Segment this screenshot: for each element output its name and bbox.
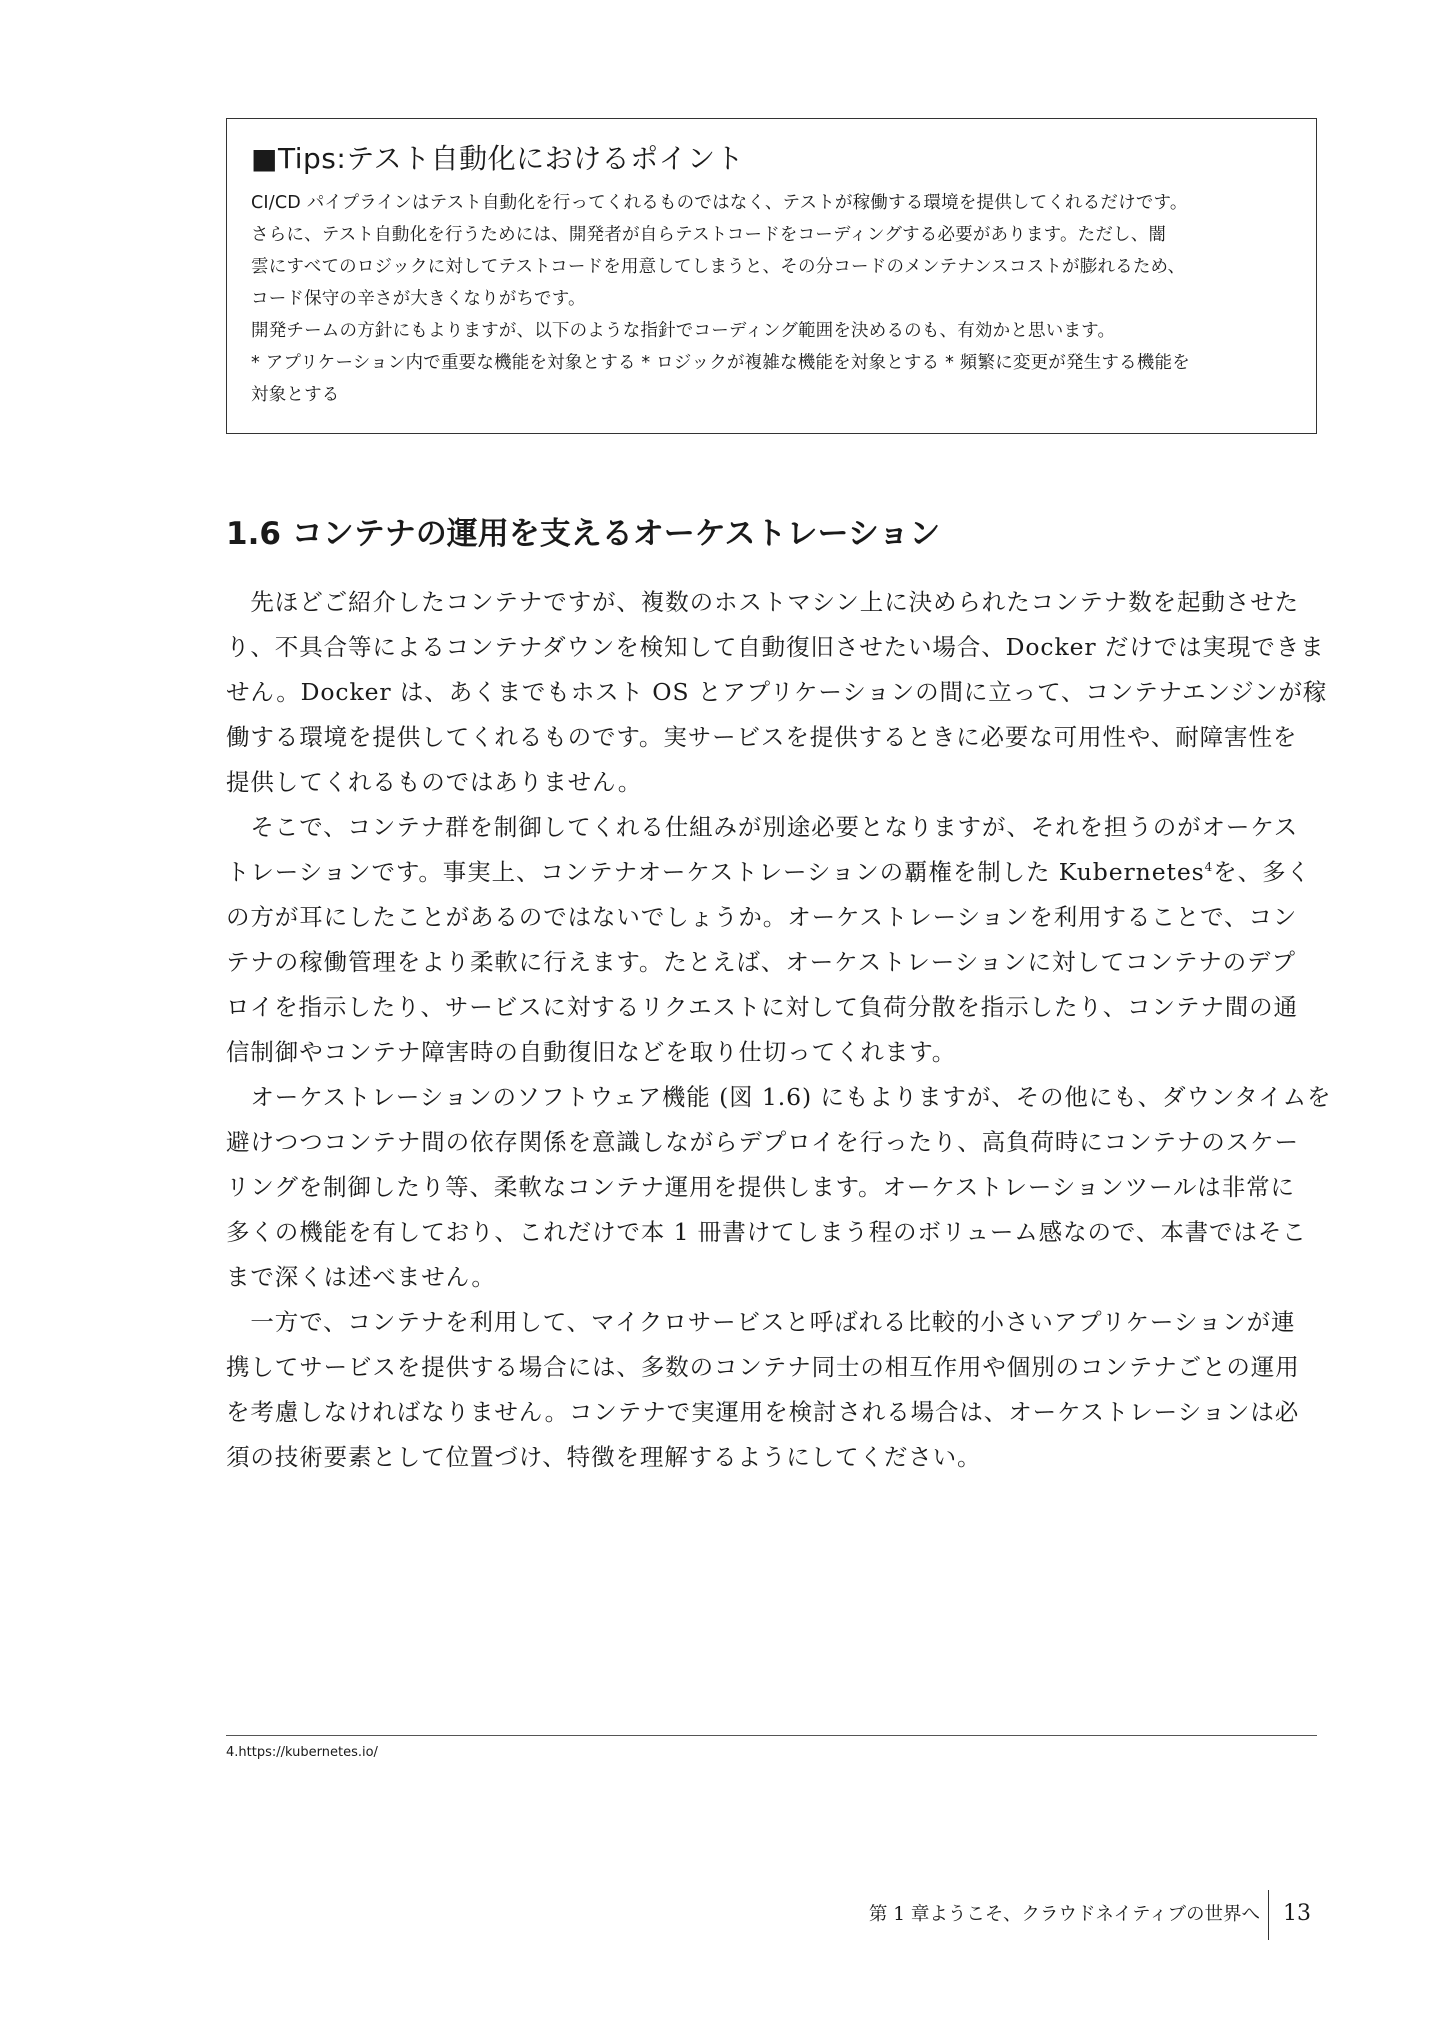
tips-line: * アプリケーション内で重要な機能を対象とする * ロジックが複雑な機能を対象とする * 頻繁に変更が発生する機能を <box>251 353 1190 373</box>
body-line: ロイを指示したり、サービスに対するリクエストに対して負荷分散を指示したり、コンテナ間の通 <box>226 993 1298 1021</box>
body-line: を考慮しなければなりません。コンテナで実運用を検討される場合は、オーケストレーションは必 <box>226 1398 1300 1426</box>
footer-divider <box>1268 1890 1269 1940</box>
tips-line: 対象とする <box>251 385 340 405</box>
body-line: オーケストレーションのソフトウェア機能 (図 1.6) にもよりますが、その他にも、ダウンタイムを <box>226 1083 1332 1111</box>
body-line: り、不具合等によるコンテナダウンを検知して自動復旧させたい場合、Docker だけでは実現できま <box>226 633 1325 661</box>
body-line: 一方で、コンテナを利用して、マイクロサービスと呼ばれる比較的小さいアプリケーションが連 <box>226 1308 1296 1336</box>
tips-box <box>226 118 1317 434</box>
body-line: テナの稼働管理をより柔軟に行えます。たとえば、オーケストレーションに対してコンテナのデプ <box>226 948 1296 976</box>
tips-line: さらに、テスト自動化を行うためには、開発者が自らテストコードをコーディングする必要があります。ただし、闇 <box>251 225 1167 245</box>
body-text <box>226 580 1332 1480</box>
body-line: リングを制御したり等、柔軟なコンテナ運用を提供します。オーケストレーションツールは非常に <box>226 1173 1295 1201</box>
body-line: そこで、コンテナ群を制御してくれる仕組みが別途必要となりますが、それを担うのがオーケス <box>226 813 1299 841</box>
body-line: 提供してくれるものではありません。 <box>226 768 643 796</box>
tips-line: 開発チームの方針にもよりますが、以下のような指針でコーディング範囲を決めるのも、有効かと思います。 <box>251 321 1116 341</box>
body-line: まで深くは述べません。 <box>226 1263 496 1291</box>
body-line <box>226 850 1316 895</box>
tips-title-text: Tips:テスト自動化におけるポイント <box>277 142 745 175</box>
footnote-ref-4[interactable]: 4 <box>1204 860 1214 875</box>
tips-line: CI/CD パイプラインはテスト自動化を行ってくれるものではなく、テストが稼働する環境を提供してくれるだけです。 <box>251 193 1188 213</box>
body-line: せん。Docker は、あくまでもホスト OS とアプリケーションの間に立って、コンテナエンジンが稼 <box>226 678 1328 706</box>
body-line-text: トレーションです。事実上、コンテナオーケストレーションの覇権を制した Kubernetes <box>226 858 1205 886</box>
body-line-text: を、多く <box>1213 858 1311 886</box>
footnote-divider <box>226 1735 1317 1736</box>
body-line: 携してサービスを提供する場合には、多数のコンテナ同士の相互作用や個別のコンテナごとの運用 <box>226 1353 1300 1381</box>
tips-line: コード保守の辛さが大きくなりがちです。 <box>251 289 586 309</box>
square-bullet-icon: ■ <box>251 142 278 175</box>
body-line: 須の技術要素として位置づけ、特徴を理解するようにしてください。 <box>226 1443 982 1471</box>
body-line: 信制御やコンテナ障害時の自動復旧などを取り仕切ってくれます。 <box>226 1038 957 1066</box>
page-number: 13 <box>1283 1901 1311 1926</box>
body-line: 多くの機能を有しており、これだけで本 1 冊書けてしまう程のボリューム感なので、本書ではそこ <box>226 1218 1307 1246</box>
body-line: 先ほどご紹介したコンテナですが、複数のホストマシン上に決められたコンテナ数を起動させた <box>226 588 1300 616</box>
section-heading: 1.6 コンテナの運用を支えるオーケストレーション <box>226 516 941 552</box>
chapter-title-footer: 第 1 章ようこそ、クラウドネイティブの世界へ <box>868 1904 1260 1925</box>
tips-line: 雲にすべてのロジックに対してテストコードを用意してしまうと、その分コードのメンテナンスコストが膨れるため、 <box>251 257 1186 277</box>
tips-title <box>251 141 1292 177</box>
footnote-link[interactable]: 4.https://kubernetes.io/ <box>226 1745 378 1760</box>
body-line: の方が耳にしたことがあるのではないでしょうか。オーケストレーションを利用することで、コン <box>226 903 1298 931</box>
body-line: 避けつつコンテナ間の依存関係を意識しながらデプロイを行ったり、高負荷時にコンテナのスケー <box>226 1128 1299 1156</box>
body-line: 働する環境を提供してくれるものです。実サービスを提供するときに必要な可用性や、耐障害性を <box>226 723 1298 751</box>
